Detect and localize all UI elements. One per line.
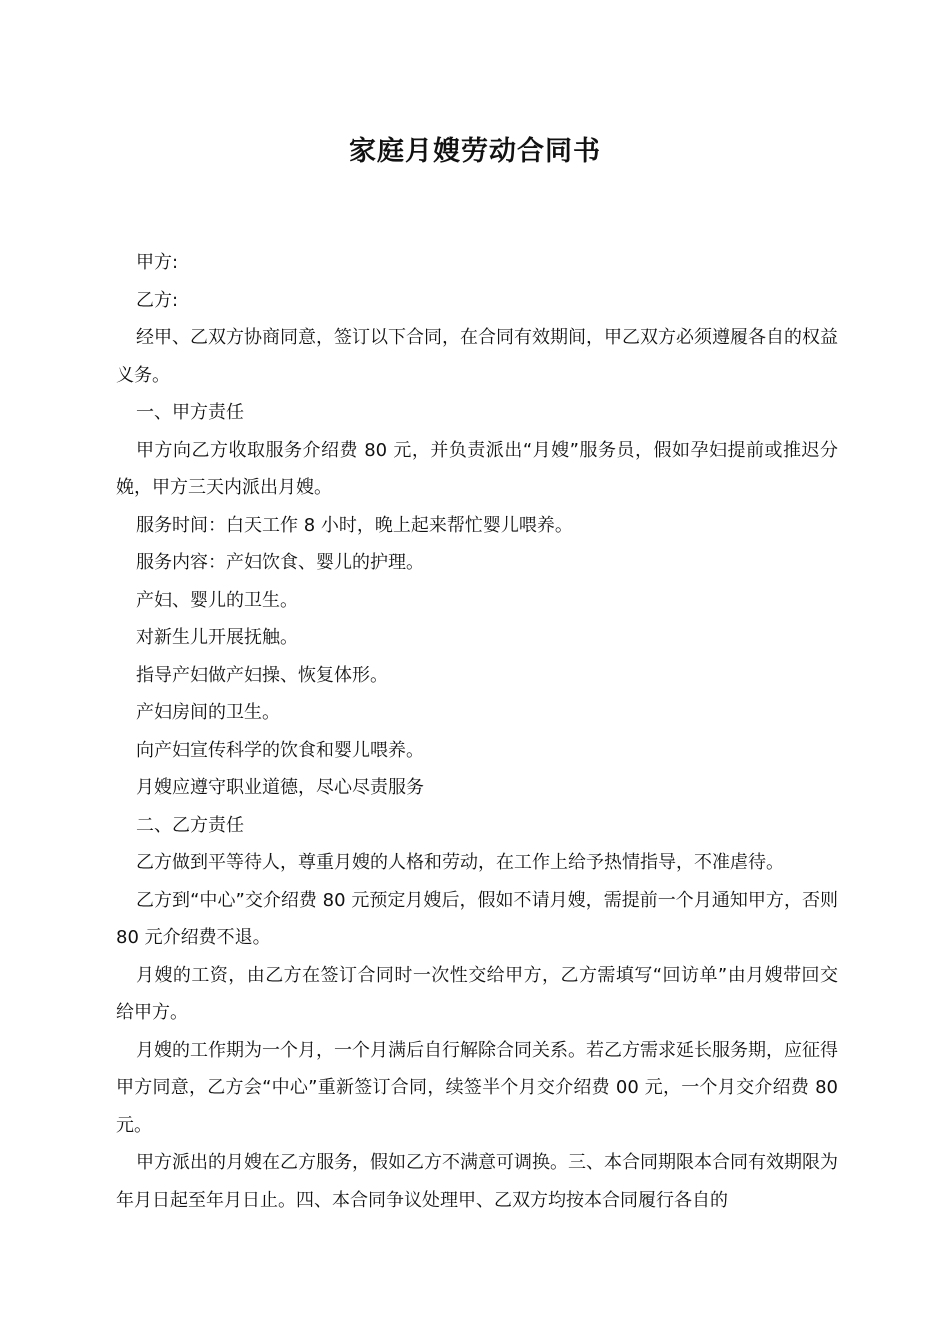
body-paragraph: 月嫂的工资，由乙方在签订合同时一次性交给甲方，乙方需填写“回访单”由月嫂带回交给甲方。 bbox=[116, 964, 838, 1023]
body-paragraph: 服务时间：白天工作 8 小时，晚上起来帮忙婴儿喂养。 bbox=[136, 514, 573, 536]
body-paragraph: 产妇、婴儿的卫生。 bbox=[136, 589, 298, 611]
body-paragraph: 甲方派出的月嫂在乙方服务，假如乙方不满意可调换。三、本合同期限本合同有效期限为年月日起至年月日止。四、本合同争议处理甲、乙双方均按本合同履行各自的 bbox=[116, 1152, 838, 1211]
party-a-line: 甲方: bbox=[136, 252, 179, 273]
body-paragraph: 乙方做到平等待人，尊重月嫂的人格和劳动，在工作上给予热情指导，不准虐待。 bbox=[136, 852, 784, 873]
document-title: 家庭月嫂劳动合同书 bbox=[349, 136, 601, 167]
document-body bbox=[116, 244, 838, 1219]
section-heading-party-a: 一、甲方责任 bbox=[136, 402, 244, 423]
body-paragraph: 产妇房间的卫生。 bbox=[136, 702, 280, 723]
party-b-line: 乙方: bbox=[136, 289, 179, 311]
body-paragraph: 指导产妇做产妇操、恢复体形。 bbox=[136, 664, 388, 686]
body-paragraph: 乙方到“中心”交介绍费 80 元预定月嫂后，假如不请月嫂，需提前一个月通知甲方，否则 80 元介绍费不退。 bbox=[116, 889, 838, 948]
body-paragraph: 甲方向乙方收取服务介绍费 80 元，并负责派出“月嫂”服务员，假如孕妇提前或推迟分娩，甲方三天内派出月嫂。 bbox=[116, 439, 838, 498]
body-paragraph: 向产妇宣传科学的饮食和婴儿喂养。 bbox=[136, 739, 424, 761]
body-paragraph: 月嫂的工作期为一个月，一个月满后自行解除合同关系。若乙方需求延长服务期，应征得甲方同意，乙方会“中心”重新签订合同，续签半个月交介绍费 00 元，一个月交介绍费 80 元。 bbox=[116, 1039, 838, 1136]
section-heading-party-b: 二、乙方责任 bbox=[136, 814, 244, 836]
preamble-paragraph: 经甲、乙双方协商同意，签订以下合同，在合同有效期间，甲乙双方必须遵履各自的权益义务。 bbox=[116, 327, 838, 386]
body-paragraph: 对新生儿开展抚触。 bbox=[136, 627, 298, 648]
body-paragraph: 服务内容：产妇饮食、婴儿的护理。 bbox=[136, 552, 424, 573]
body-paragraph: 月嫂应遵守职业道德，尽心尽责服务 bbox=[136, 777, 424, 798]
